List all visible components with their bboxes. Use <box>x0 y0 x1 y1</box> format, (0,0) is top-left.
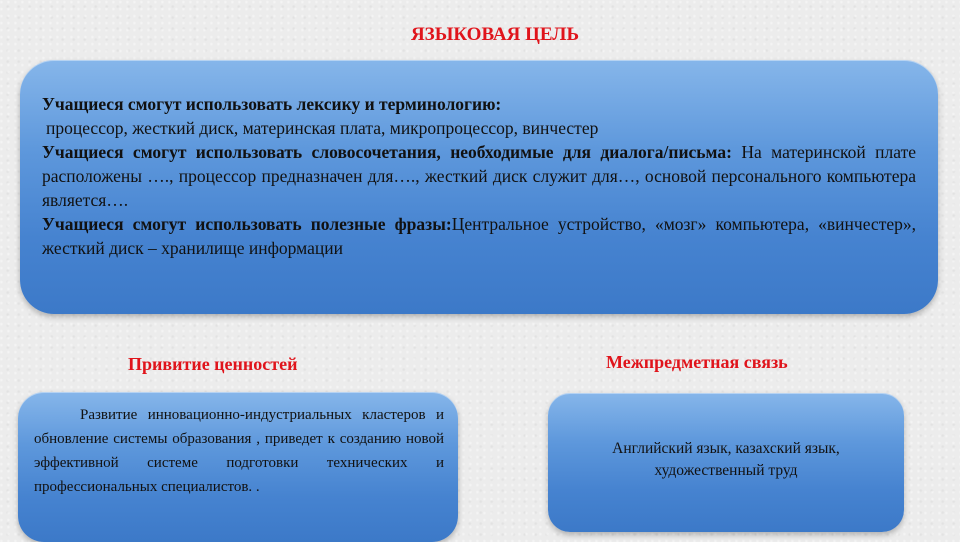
phrases-heading: Учащиеся смогут использовать словосочетания, необходимые для диалога/письма: <box>42 142 732 162</box>
vocabulary-heading: Учащиеся смогут использовать лексику и терминологию: <box>42 94 502 114</box>
interdisciplinary-text: Английский язык, казахский язык, художественный труд <box>612 439 840 479</box>
values-heading: Привитие ценностей <box>128 354 298 374</box>
interdisciplinary-panel <box>548 393 904 532</box>
interdisciplinary-heading: Межпредметная связь <box>606 352 788 372</box>
language-goal-panel <box>20 60 938 314</box>
useful-phrases-heading: Учащиеся смогут использовать полезные фразы: <box>42 214 452 234</box>
page-title: ЯЗЫКОВАЯ ЦЕЛЬ <box>410 24 580 45</box>
vocabulary-paragraph <box>42 92 916 116</box>
phrases-paragraph <box>42 140 916 212</box>
values-text: Развитие инновационно-индустриальных кластеров и обновление системы образования , приведет к созданию новой эффективной системе подготовки технических и профессиональных специалистов. . <box>34 407 444 495</box>
useful-phrases-text: Центральное устройство, «мозг» компьютера, «винчестер», жесткий диск – хранилище информации <box>42 214 916 258</box>
phrases-text: На материнской плате расположены …., процессор предназначен для…., жесткий диск служит для…, основой персонального компьютера является…. <box>42 142 916 210</box>
values-panel <box>18 392 458 542</box>
useful-phrases-paragraph <box>42 212 916 260</box>
vocabulary-terms: процессор, жесткий диск, материнская плата, микропроцессор, винчестер <box>46 118 599 138</box>
